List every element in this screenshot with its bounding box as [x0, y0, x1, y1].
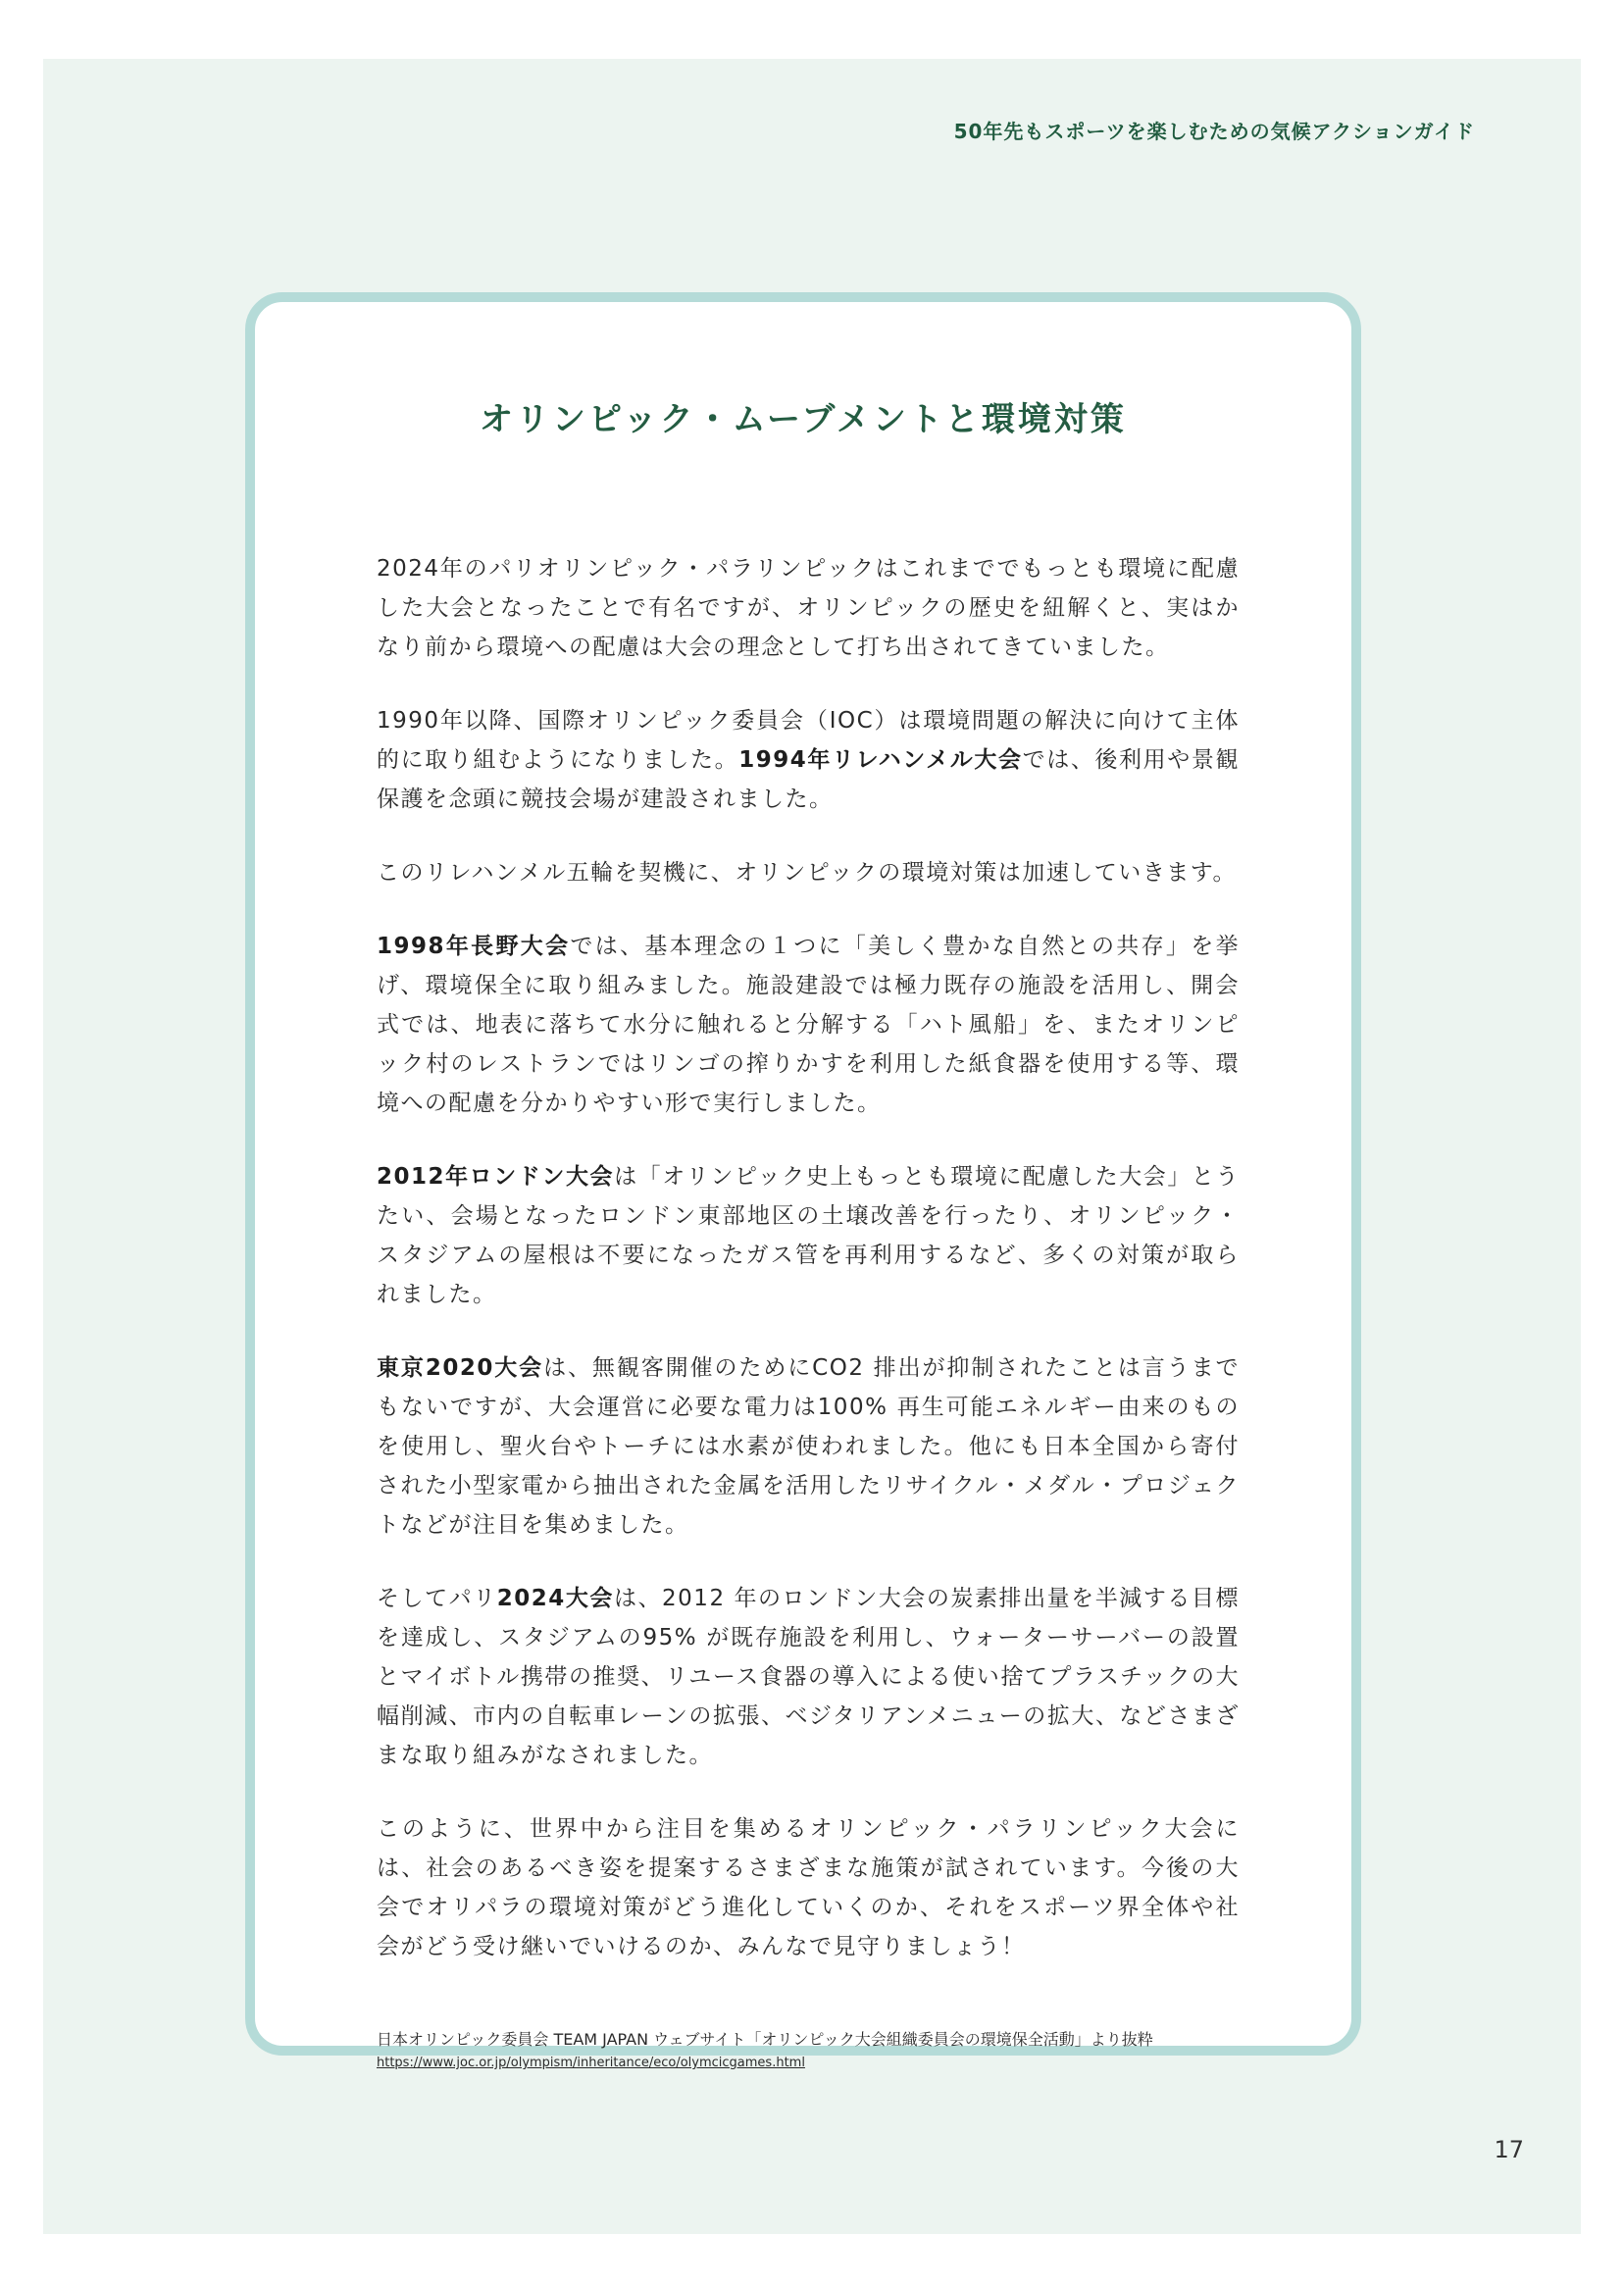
paragraph-3: [377, 853, 1240, 892]
paragraph-2-highlight: 1994年リレハンメル大会: [738, 747, 1023, 773]
paragraph-1: [377, 549, 1240, 667]
paragraph-4: [377, 927, 1240, 1123]
paragraph-7-highlight: 2024大会: [496, 1586, 614, 1611]
paragraph-7: [377, 1579, 1240, 1775]
paragraph-8: [377, 1809, 1240, 1966]
paragraph-6-text: は、無観客開催のためにCO2 排出が抑制されたことは言うまでもないですが、大会運営に必要な電力は100% 再生可能エネルギー由来のものを使用し、聖火台やトーチには水素が使われました。他にも日本全国から寄付された小型家電から抽出された金属を活用したリサイクル・メダル・プロジェクトなどが注目を集めました。: [377, 1355, 1240, 1538]
page-background: [43, 59, 1581, 2234]
paragraph-3-text: このリレハンメル五輪を契機に、オリンピックの環境対策は加速していきます。: [377, 860, 1237, 886]
paragraph-7-text-b: は、2012 年のロンドン大会の炭素排出量を半減する目標を達成し、スタジアムの95% が既存施設を利用し、ウォーターサーバーの設置とマイボトル携帯の推奨、リユース食器の導入による使い捨てプラスチックの大幅削減、市内の自転車レーンの拡張、ベジタリアンメニューの拡大、などさまざまな取り組みがなされました。: [377, 1586, 1240, 1768]
paragraph-5: [377, 1157, 1240, 1314]
paragraph-5-text: は「オリンピック史上もっとも環境に配慮した大会」とうたい、会場となったロンドン東部地区の土壌改善を行ったり、オリンピック・スタジアムの屋根は不要になったガス管を再利用するなど、多くの対策が取られました。: [377, 1164, 1240, 1307]
paragraph-6-highlight: 東京2020大会: [377, 1355, 544, 1381]
source-citation: [377, 2028, 1259, 2075]
paragraph-4-text: では、基本理念の１つに「美しく豊かな自然との共存」を挙げ、環境保全に取り組みました。施設建設では極力既存の施設を活用し、開会式では、地表に落ちて水分に触れると分解する「ハト風船」を、またオリンピック村のレストランではリンゴの搾りかすを利用した紙食器を使用する等、環境への配慮を分かりやすい形で実行しました。: [377, 934, 1241, 1116]
source-citation-text: 日本オリンピック委員会 TEAM JAPAN ウェブサイト「オリンピック大会組織委員会の環境保全活動」より抜粋: [377, 2030, 1153, 2049]
paragraph-6: [377, 1348, 1240, 1545]
guide-title-header: 50年先もスポーツを楽しむための気候アクションガイド: [953, 120, 1475, 143]
article-card: [245, 292, 1361, 2070]
paragraph-2-text-a: 1990年以降、国際オリンピック委員会（IOC）は環境問題の解決に向けて主体的に取り組むようになりました。: [377, 708, 1240, 773]
article-title: オリンピック・ムーブメントと環境対策: [480, 400, 1127, 439]
paragraph-1-text: 2024年のパリオリンピック・パラリンピックはこれまででもっとも環境に配慮した大会となったことで有名ですが、オリンピックの歴史を紐解くと、実はかなり前から環境への配慮は大会の理念として打ち出されてきていました。: [377, 556, 1240, 660]
paragraph-2: [377, 701, 1240, 819]
paragraph-5-highlight: 2012年ロンドン大会: [377, 1164, 615, 1190]
paragraph-4-highlight: 1998年長野大会: [377, 934, 571, 959]
page-number: 17: [1494, 2136, 1524, 2163]
paragraph-2-text-b: では、後利用や景観保護を念頭に競技会場が建設されました。: [377, 747, 1241, 812]
paragraph-8-text: このように、世界中から注目を集めるオリンピック・パラリンピック大会には、社会のあるべき姿を提案するさまざまな施策が試されています。今後の大会でオリパラの環境対策がどう進化していくのか、それをスポーツ界全体や社会がどう受け継いでいけるのか、みんなで見守りましょう！: [377, 1816, 1240, 1959]
paragraph-7-text-a: そしてパリ: [377, 1586, 497, 1611]
source-url-link[interactable]: https://www.joc.or.jp/olympism/inheritance/eco/olymcicgames.html: [377, 2056, 805, 2070]
article-body: [377, 549, 1240, 2001]
